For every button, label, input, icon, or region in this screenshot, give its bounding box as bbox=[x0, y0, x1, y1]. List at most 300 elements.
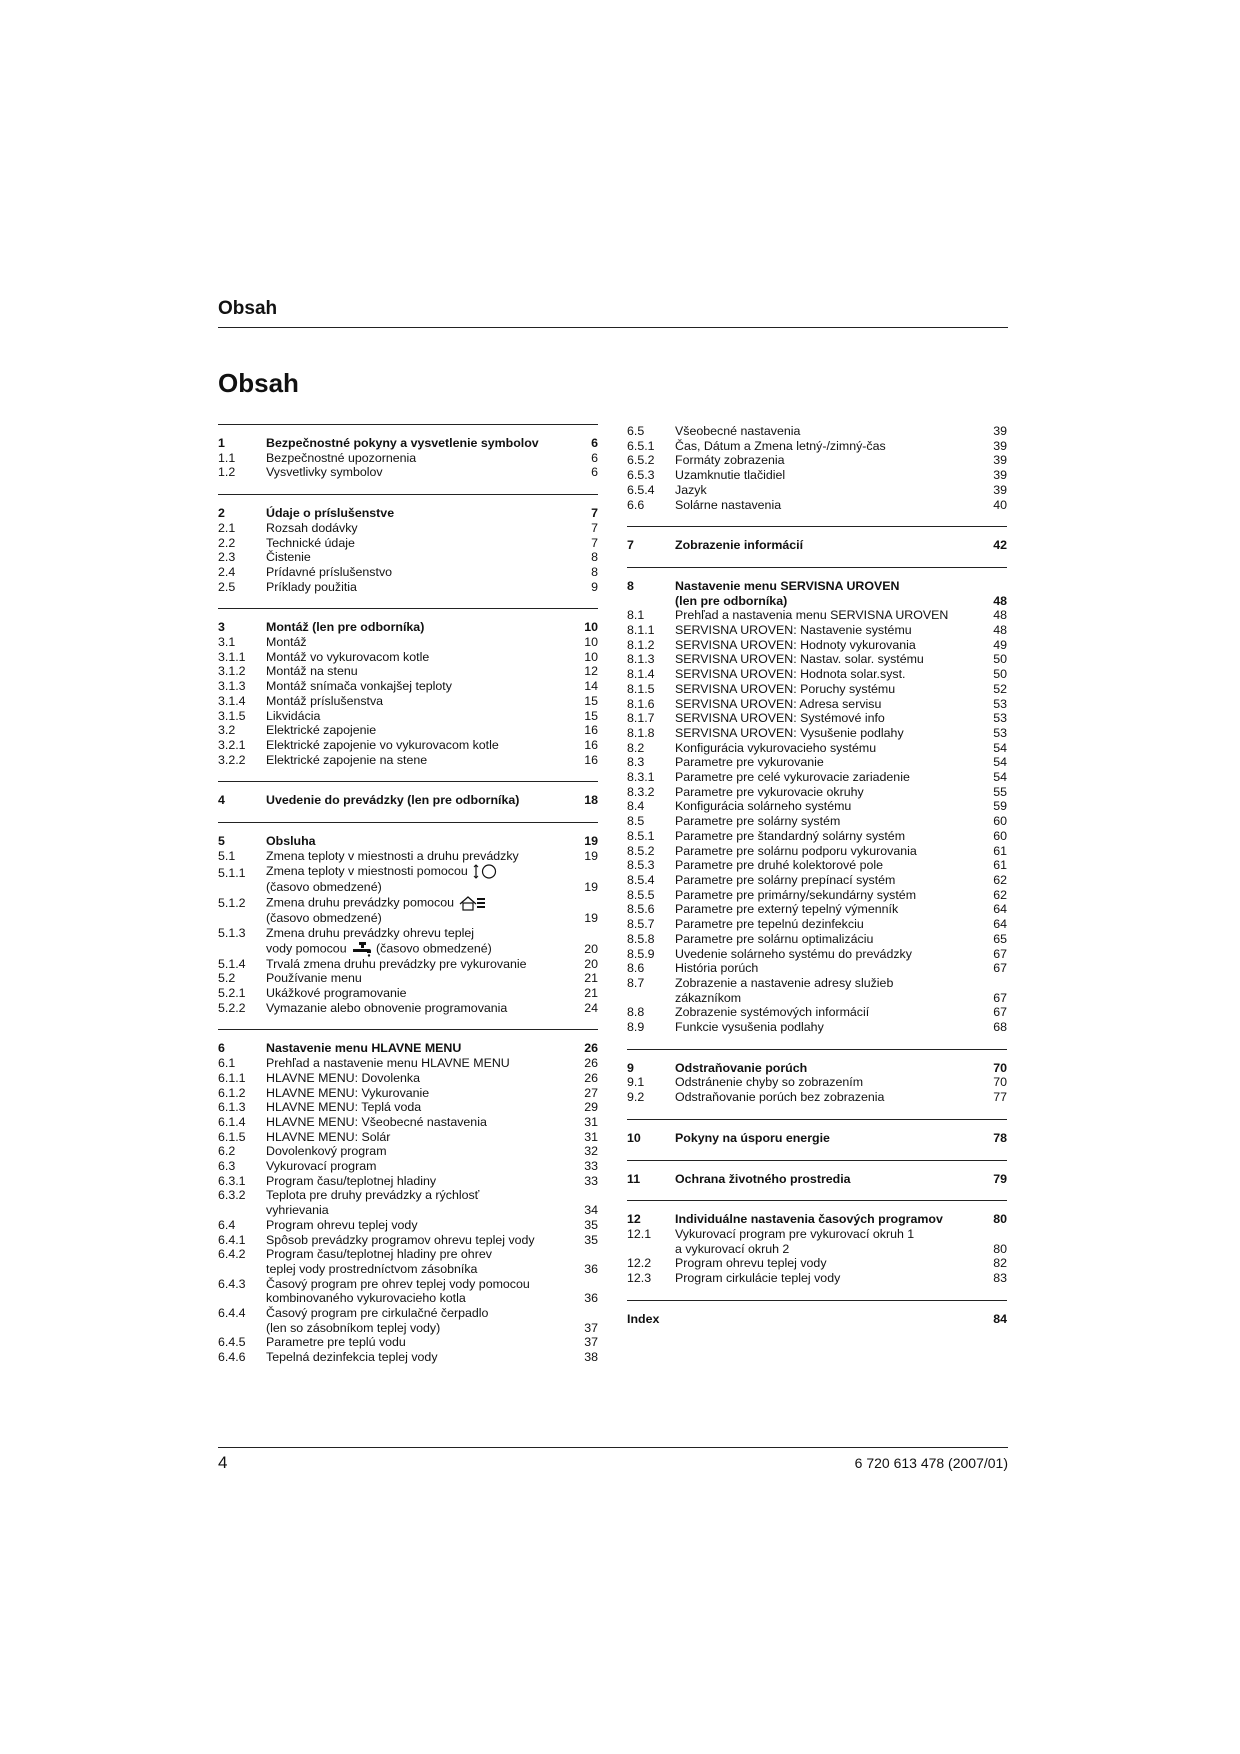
toc-entry[interactable] bbox=[627, 829, 1007, 844]
toc-entry[interactable] bbox=[218, 1306, 598, 1321]
toc-entry[interactable] bbox=[218, 565, 598, 580]
toc-entry-title-text: Spôsob prevádzky programov ohrevu teplej vody bbox=[266, 1232, 535, 1247]
toc-entry-page: 35 bbox=[584, 1217, 598, 1232]
toc-entry[interactable] bbox=[218, 1115, 598, 1130]
toc-entry[interactable] bbox=[218, 550, 598, 565]
toc-entry[interactable] bbox=[218, 793, 598, 808]
toc-entry-number: 3.2.2 bbox=[218, 752, 246, 767]
toc-section-s6c bbox=[627, 424, 1007, 526]
toc-entry-title-text: Čistenie bbox=[266, 550, 311, 565]
toc-entry[interactable] bbox=[627, 1090, 1007, 1105]
temperature-dial-icon bbox=[472, 863, 498, 880]
toc-entry-title-text: Nastavenie menu SERVISNA UROVEN bbox=[675, 578, 900, 593]
toc-entry-title bbox=[266, 1115, 568, 1130]
toc-entry[interactable] bbox=[627, 1005, 1007, 1020]
toc-entry-title bbox=[675, 579, 977, 594]
toc-entry-title bbox=[266, 1233, 568, 1248]
toc-entry[interactable] bbox=[627, 439, 1007, 454]
toc-entry[interactable] bbox=[627, 1312, 1007, 1327]
toc-entry[interactable] bbox=[627, 1271, 1007, 1286]
toc-entry-title bbox=[675, 682, 977, 697]
toc-entry[interactable] bbox=[218, 926, 598, 941]
toc-entry[interactable] bbox=[218, 1291, 598, 1306]
toc-entry[interactable] bbox=[218, 1277, 598, 1292]
toc-entry[interactable] bbox=[627, 1242, 1007, 1257]
toc-entry-title-text: Čas, Dátum a Zmena letný-/zimný-čas bbox=[675, 438, 886, 453]
toc-entry[interactable] bbox=[627, 638, 1007, 653]
toc-entry[interactable] bbox=[218, 694, 598, 709]
toc-entry[interactable] bbox=[218, 1335, 598, 1350]
toc-entry-title-text: Zmena druhu prevádzky ohrevu teplej bbox=[266, 925, 475, 940]
toc-entry-title bbox=[266, 738, 568, 753]
toc-entry-page: 70 bbox=[993, 1060, 1007, 1075]
toc-entry-title bbox=[266, 536, 568, 551]
toc-entry[interactable] bbox=[218, 941, 598, 957]
toc-entry[interactable] bbox=[218, 723, 598, 738]
toc-entry[interactable] bbox=[218, 1218, 598, 1233]
toc-entry[interactable] bbox=[627, 1131, 1007, 1146]
toc-entry-number: 8.1.5 bbox=[627, 681, 655, 696]
toc-entry[interactable] bbox=[627, 483, 1007, 498]
toc-entry-title-text: Parametre pre tepelnú dezinfekciu bbox=[675, 917, 864, 932]
toc-entry-page: 31 bbox=[584, 1129, 598, 1144]
toc-entry-number: 3.1 bbox=[218, 635, 236, 650]
toc-entry-page: 19 bbox=[584, 911, 598, 926]
toc-entry-title bbox=[675, 829, 977, 844]
toc-entry-title bbox=[675, 726, 977, 741]
toc-entry-page: 78 bbox=[993, 1130, 1007, 1145]
toc-entry-number: 9.1 bbox=[627, 1075, 645, 1090]
toc-entry-number: 5.1.3 bbox=[218, 925, 246, 940]
toc-entry[interactable] bbox=[218, 1041, 598, 1056]
toc-entry[interactable] bbox=[627, 873, 1007, 888]
toc-entry-title bbox=[266, 834, 568, 849]
toc-entry-page: 6 bbox=[591, 436, 598, 450]
toc-entry-title-text: SERVISNA UROVEN: Vysušenie podlahy bbox=[675, 725, 904, 740]
toc-entry[interactable] bbox=[627, 1212, 1007, 1227]
toc-entry-title-text: Montáž (len pre odborníka) bbox=[266, 620, 425, 635]
toc-entry-title bbox=[675, 697, 977, 712]
toc-entry[interactable] bbox=[627, 538, 1007, 553]
toc-entry-page: 64 bbox=[993, 917, 1007, 932]
toc-entry-page: 61 bbox=[993, 858, 1007, 873]
toc-entry-title-text: Pokyny na úsporu energie bbox=[675, 1130, 830, 1145]
toc-entry[interactable] bbox=[627, 667, 1007, 682]
toc-entry-title-text: Zmena teploty v miestnosti pomocou bbox=[266, 864, 468, 879]
toc-entry[interactable] bbox=[627, 1020, 1007, 1035]
toc-entry-number: 6.4.5 bbox=[218, 1335, 246, 1350]
toc-entry[interactable] bbox=[218, 863, 598, 880]
toc-entry-title bbox=[675, 991, 977, 1006]
toc-entry-number: 10 bbox=[627, 1130, 641, 1145]
toc-entry-number: 6.4.2 bbox=[218, 1247, 246, 1262]
toc-entry-page: 52 bbox=[993, 681, 1007, 696]
toc-entry-number: 8.9 bbox=[627, 1020, 645, 1035]
toc-entry-number: 3.2.1 bbox=[218, 737, 246, 752]
toc-entry-title bbox=[675, 652, 977, 667]
toc-entry-page: 6 bbox=[591, 450, 598, 465]
toc-entry-title bbox=[675, 1172, 977, 1187]
toc-entry-number: 8.5.4 bbox=[627, 872, 655, 887]
toc-entry[interactable] bbox=[218, 1056, 598, 1071]
toc-entry-page: 33 bbox=[584, 1173, 598, 1188]
toc-entry-number: 6.5.3 bbox=[627, 468, 655, 483]
toc-entry[interactable] bbox=[627, 932, 1007, 947]
toc-entry-number: 8.1.8 bbox=[627, 725, 655, 740]
toc-entry-page: 38 bbox=[584, 1350, 598, 1365]
toc-entry-title bbox=[266, 793, 568, 808]
toc-entry-page: 10 bbox=[584, 635, 598, 650]
toc-entry[interactable] bbox=[218, 1188, 598, 1203]
toc-entry-number: 5 bbox=[218, 834, 225, 849]
toc-entry-title bbox=[266, 863, 568, 880]
toc-entry-title-text: Uvedenie solárneho systému do prevádzky bbox=[675, 946, 912, 961]
toc-entry[interactable] bbox=[218, 1233, 598, 1248]
toc-entry-title bbox=[675, 711, 977, 726]
toc-entry-number: 12 bbox=[627, 1212, 641, 1227]
toc-entry-title-text: SERVISNA UROVEN: Nastav. solar. systému bbox=[675, 652, 924, 667]
water-tap-icon bbox=[351, 941, 373, 957]
toc-entry-title-text: Časový program pre cirkulačné čerpadlo bbox=[266, 1306, 489, 1321]
toc-entry-page: 37 bbox=[584, 1320, 598, 1335]
toc-entry[interactable] bbox=[218, 880, 598, 895]
toc-entry-title-text: Teplota pre druhy prevádzky a rýchlosť bbox=[266, 1188, 480, 1203]
toc-entry-page: 60 bbox=[993, 828, 1007, 843]
toc-entry[interactable] bbox=[627, 594, 1007, 609]
toc-entry[interactable] bbox=[218, 1100, 598, 1115]
toc-entry[interactable] bbox=[218, 536, 598, 551]
toc-entry-title bbox=[266, 1071, 568, 1086]
toc-entry-number: 8.8 bbox=[627, 1005, 645, 1020]
toc-entry-number: 8.5.8 bbox=[627, 931, 655, 946]
toc-entry[interactable] bbox=[218, 1174, 598, 1189]
toc-entry-page: 39 bbox=[993, 424, 1007, 438]
toc-entry[interactable] bbox=[218, 1144, 598, 1159]
toc-entry-page: 39 bbox=[993, 453, 1007, 468]
toc-entry-number: 1.2 bbox=[218, 465, 236, 480]
toc-entry[interactable] bbox=[627, 1172, 1007, 1187]
toc-entry[interactable] bbox=[218, 709, 598, 724]
toc-entry-page: 34 bbox=[584, 1203, 598, 1218]
toc-entry-title-text: Program ohrevu teplej vody bbox=[675, 1256, 827, 1271]
toc-section-s12 bbox=[627, 1200, 1007, 1300]
toc-entry-number: 6.1 bbox=[218, 1056, 236, 1071]
toc-entry-number: 12.3 bbox=[627, 1271, 652, 1286]
toc-entry-page: 48 bbox=[993, 623, 1007, 638]
toc-entry[interactable] bbox=[218, 436, 598, 451]
toc-entry[interactable] bbox=[218, 911, 598, 926]
toc-entry[interactable] bbox=[218, 650, 598, 665]
toc-entry-title-text: Obsluha bbox=[266, 834, 316, 849]
toc-entry-title bbox=[675, 439, 977, 454]
toc-entry-page: 14 bbox=[584, 679, 598, 694]
toc-entry[interactable] bbox=[218, 580, 598, 595]
toc-entry[interactable] bbox=[627, 770, 1007, 785]
toc-entry-page: 54 bbox=[993, 740, 1007, 755]
toc-entry-title bbox=[266, 1159, 568, 1174]
toc-entry[interactable] bbox=[627, 579, 1007, 594]
toc-entry-title-text: Zobrazenie a nastavenie adresy služieb bbox=[675, 975, 894, 990]
toc-entry[interactable] bbox=[627, 976, 1007, 991]
toc-entry[interactable] bbox=[627, 726, 1007, 741]
toc-entry[interactable] bbox=[627, 991, 1007, 1006]
toc-entry-title bbox=[266, 565, 568, 580]
toc-entry-title bbox=[675, 932, 977, 947]
toc-entry-title-text: Ochrana životného prostredia bbox=[675, 1171, 851, 1186]
toc-entry-page: 26 bbox=[584, 1056, 598, 1071]
toc-entry-page: 7 bbox=[591, 520, 598, 535]
toc-entry-page: 35 bbox=[584, 1232, 598, 1247]
toc-entry[interactable] bbox=[627, 682, 1007, 697]
toc-entry[interactable] bbox=[627, 1075, 1007, 1090]
toc-entry-title bbox=[266, 911, 568, 926]
toc-entry[interactable] bbox=[218, 1350, 598, 1365]
toc-entry-title-text: HLAVNE MENU: Solár bbox=[266, 1129, 391, 1144]
toc-entry[interactable] bbox=[218, 957, 598, 972]
toc-entry[interactable] bbox=[627, 741, 1007, 756]
toc-entry-page: 8 bbox=[591, 550, 598, 565]
toc-entry-page: 55 bbox=[993, 784, 1007, 799]
page-title: Obsah bbox=[218, 368, 299, 398]
toc-entry-title-text: Program ohrevu teplej vody bbox=[266, 1217, 418, 1232]
toc-entry-number: 2.5 bbox=[218, 579, 236, 594]
toc-entry-number: 6.4 bbox=[218, 1217, 236, 1232]
toc-entry[interactable] bbox=[627, 1256, 1007, 1271]
toc-entry-page: 12 bbox=[584, 664, 598, 679]
toc-entry-page: 54 bbox=[993, 770, 1007, 785]
toc-entry-title-text: (časovo obmedzené) bbox=[266, 911, 382, 926]
toc-entry-page: 7 bbox=[591, 506, 598, 521]
toc-entry-number: 3.1.2 bbox=[218, 664, 246, 679]
toc-entry-title bbox=[266, 957, 568, 972]
toc-entry[interactable] bbox=[627, 755, 1007, 770]
toc-entry-title bbox=[675, 538, 977, 553]
toc-entry-title bbox=[266, 926, 568, 941]
toc-entry-title-text: HLAVNE MENU: Vykurovanie bbox=[266, 1085, 430, 1100]
toc-entry-title bbox=[266, 1130, 568, 1145]
toc-entry[interactable] bbox=[627, 652, 1007, 667]
toc-entry-title bbox=[675, 799, 977, 814]
toc-entry[interactable] bbox=[627, 785, 1007, 800]
toc-entry-title-text: Odstraňovanie porúch bbox=[675, 1060, 808, 1075]
toc-entry-title bbox=[675, 424, 977, 439]
toc-entry-page: 84 bbox=[993, 1311, 1007, 1326]
toc-entry-title-text: Používanie menu bbox=[266, 971, 362, 986]
toc-entry-number: 8.1.7 bbox=[627, 711, 655, 726]
toc-entry[interactable] bbox=[627, 844, 1007, 859]
toc-entry-page: 27 bbox=[584, 1085, 598, 1100]
toc-entry-title bbox=[675, 623, 977, 638]
toc-entry-page: 20 bbox=[584, 941, 598, 956]
toc-entry[interactable] bbox=[627, 888, 1007, 903]
toc-entry-number: 6.3.1 bbox=[218, 1173, 246, 1188]
toc-entry-title-text: Príklady použitia bbox=[266, 579, 357, 594]
toc-entry-title bbox=[266, 694, 568, 709]
toc-entry[interactable] bbox=[627, 697, 1007, 712]
toc-entry-number: 7 bbox=[627, 538, 634, 553]
toc-entry-title-text: Montáž na stenu bbox=[266, 664, 358, 679]
toc-entry[interactable] bbox=[218, 1203, 598, 1218]
toc-entry-page: 53 bbox=[993, 711, 1007, 726]
toc-entry-title-text: Konfigurácia solárneho systému bbox=[675, 799, 852, 814]
toc-entry[interactable] bbox=[627, 814, 1007, 829]
toc-entry-number: 6.1.1 bbox=[218, 1070, 246, 1085]
toc-entry-page: 21 bbox=[584, 985, 598, 1000]
toc-entry-title-text: Ukážkové programovanie bbox=[266, 985, 407, 1000]
toc-entry[interactable] bbox=[218, 620, 598, 635]
toc-entry-title bbox=[266, 709, 568, 724]
toc-entry[interactable] bbox=[627, 917, 1007, 932]
toc-entry[interactable] bbox=[218, 1159, 598, 1174]
toc-entry[interactable] bbox=[218, 1071, 598, 1086]
toc-entry[interactable] bbox=[218, 664, 598, 679]
toc-entry-title-text: Parametre pre solárny prepínací systém bbox=[675, 872, 896, 887]
toc-entry-title-text: Dovolenkový program bbox=[266, 1144, 387, 1159]
toc-entry-page: 26 bbox=[584, 1041, 598, 1056]
toc-entry-title-text: Solárne nastavenia bbox=[675, 497, 782, 512]
toc-section-s2 bbox=[218, 494, 598, 608]
toc-entry[interactable] bbox=[218, 1321, 598, 1336]
toc-entry-number: 8.2 bbox=[627, 740, 645, 755]
toc-entry-number: 9 bbox=[627, 1060, 634, 1075]
toc-entry-page: 42 bbox=[993, 538, 1007, 553]
toc-entry-number: 6.5.1 bbox=[627, 438, 655, 453]
toc-section-sIndex bbox=[627, 1300, 1007, 1341]
toc-entry-number: 1 bbox=[218, 436, 225, 450]
toc-entry-title-text: (len so zásobníkom teplej vody) bbox=[266, 1320, 441, 1335]
toc-entry[interactable] bbox=[218, 1086, 598, 1101]
toc-entry[interactable] bbox=[218, 849, 598, 864]
toc-entry[interactable] bbox=[218, 465, 598, 480]
toc-section-s6 bbox=[218, 1029, 598, 1378]
toc-entry-page: 10 bbox=[584, 620, 598, 635]
toc-entry-number: 6.4.1 bbox=[218, 1232, 246, 1247]
toc-entry[interactable] bbox=[218, 971, 598, 986]
toc-entry[interactable] bbox=[627, 608, 1007, 623]
toc-entry-number: 8.3.2 bbox=[627, 784, 655, 799]
toc-entry-title-text: Program času/teplotnej hladiny bbox=[266, 1173, 437, 1188]
toc-entry-page: 70 bbox=[993, 1075, 1007, 1090]
toc-entry-page: 48 bbox=[993, 608, 1007, 623]
toc-entry[interactable] bbox=[218, 834, 598, 849]
toc-entry-title bbox=[266, 1001, 568, 1016]
toc-entry-title-text: Rozsah dodávky bbox=[266, 520, 358, 535]
toc-entry-title bbox=[675, 741, 977, 756]
toc-entry[interactable] bbox=[627, 902, 1007, 917]
toc-entry-number: 6.4.6 bbox=[218, 1350, 246, 1365]
toc-entry-title-text: Tepelná dezinfekcia teplej vody bbox=[266, 1350, 438, 1365]
toc-entry-title bbox=[675, 770, 977, 785]
toc-entry-title-text: Program času/teplotnej hladiny pre ohrev bbox=[266, 1247, 492, 1262]
toc-entry-title bbox=[266, 679, 568, 694]
toc-entry-title-text: Parametre pre solárnu podporu vykurovania bbox=[675, 843, 917, 858]
toc-entry-page: 19 bbox=[584, 834, 598, 849]
toc-entry[interactable] bbox=[218, 738, 598, 753]
toc-entry-title-text: Časový program pre ohrev teplej vody pomocou bbox=[266, 1276, 530, 1291]
toc-entry-number: 3.2 bbox=[218, 723, 236, 738]
toc-entry[interactable] bbox=[218, 635, 598, 650]
toc-entry-title bbox=[266, 506, 568, 521]
toc-entry[interactable] bbox=[627, 623, 1007, 638]
toc-entry-page: 67 bbox=[993, 946, 1007, 961]
toc-entry-title-text: Prehľad a nastavenia menu SERVISNA UROVEN bbox=[675, 608, 949, 623]
toc-entry-page: 80 bbox=[993, 1241, 1007, 1256]
toc-entry[interactable] bbox=[218, 895, 598, 911]
toc-entry-page: 82 bbox=[993, 1256, 1007, 1271]
toc-entry-page: 77 bbox=[993, 1090, 1007, 1105]
toc-entry-page: 24 bbox=[584, 1000, 598, 1015]
toc-entry[interactable] bbox=[218, 679, 598, 694]
toc-entry-page: 39 bbox=[993, 468, 1007, 483]
toc-entry[interactable] bbox=[627, 961, 1007, 976]
toc-entry[interactable] bbox=[218, 451, 598, 466]
toc-entry[interactable] bbox=[218, 521, 598, 536]
toc-entry-page: 40 bbox=[993, 497, 1007, 512]
toc-entry[interactable] bbox=[627, 858, 1007, 873]
toc-entry[interactable] bbox=[218, 506, 598, 521]
toc-entry-number: 5.2.1 bbox=[218, 985, 246, 1000]
toc-entry-number: 8.5.9 bbox=[627, 946, 655, 961]
toc-entry-number: 6.1.2 bbox=[218, 1085, 246, 1100]
toc-entry-number: 8.1.2 bbox=[627, 637, 655, 652]
toc-entry[interactable] bbox=[627, 1227, 1007, 1242]
toc-entry-title bbox=[675, 755, 977, 770]
toc-entry-number: 8.1.1 bbox=[627, 623, 655, 638]
toc-entry[interactable] bbox=[218, 1001, 598, 1016]
toc-entry[interactable] bbox=[218, 1247, 598, 1262]
toc-entry-page: 67 bbox=[993, 1005, 1007, 1020]
toc-entry[interactable] bbox=[218, 1130, 598, 1145]
toc-entry-title bbox=[675, 1005, 977, 1020]
toc-entry-page: 39 bbox=[993, 438, 1007, 453]
toc-entry-title bbox=[675, 1020, 977, 1035]
toc-entry-page: 15 bbox=[584, 708, 598, 723]
toc-entry[interactable] bbox=[627, 424, 1007, 439]
toc-entry-title-text: Montáž snímača vonkajšej teploty bbox=[266, 679, 452, 694]
toc-entry[interactable] bbox=[627, 947, 1007, 962]
toc-entry-title bbox=[266, 849, 568, 864]
toc-entry-number: 8.5.5 bbox=[627, 887, 655, 902]
toc-entry[interactable] bbox=[627, 453, 1007, 468]
toc-entry-page: 39 bbox=[993, 482, 1007, 497]
toc-entry-title-text: a vykurovací okruh 2 bbox=[675, 1241, 790, 1256]
toc-entry[interactable] bbox=[627, 711, 1007, 726]
toc-entry[interactable] bbox=[218, 1262, 598, 1277]
toc-entry[interactable] bbox=[218, 986, 598, 1001]
toc-entry[interactable] bbox=[627, 498, 1007, 513]
toc-entry-title-text: Montáž príslušenstva bbox=[266, 693, 384, 708]
toc-entry-title-text: SERVISNA UROVEN: Poruchy systému bbox=[675, 681, 896, 696]
toc-entry-page: 68 bbox=[993, 1020, 1007, 1035]
toc-column-right bbox=[627, 424, 1007, 1340]
toc-entry[interactable] bbox=[627, 799, 1007, 814]
toc-entry-title-text: Odstraňovanie porúch bez zobrazenia bbox=[675, 1090, 885, 1105]
toc-entry[interactable] bbox=[627, 1061, 1007, 1076]
toc-entry-number: 8.1.4 bbox=[627, 667, 655, 682]
toc-entry-page: 26 bbox=[584, 1070, 598, 1085]
toc-entry-number: 12.2 bbox=[627, 1256, 652, 1271]
toc-section-s5 bbox=[218, 822, 598, 1029]
toc-entry-title bbox=[266, 941, 568, 957]
running-head: Obsah bbox=[218, 298, 278, 319]
toc-entry-title-text: Konfigurácia vykurovacieho systému bbox=[675, 740, 877, 755]
toc-entry-page: 54 bbox=[993, 755, 1007, 770]
toc-entry-title bbox=[266, 580, 568, 595]
toc-entry-title-text: Uvedenie do prevádzky (len pre odborníka) bbox=[266, 793, 520, 808]
toc-entry[interactable] bbox=[627, 468, 1007, 483]
toc-entry[interactable] bbox=[218, 753, 598, 768]
toc-entry-page: 80 bbox=[993, 1212, 1007, 1227]
